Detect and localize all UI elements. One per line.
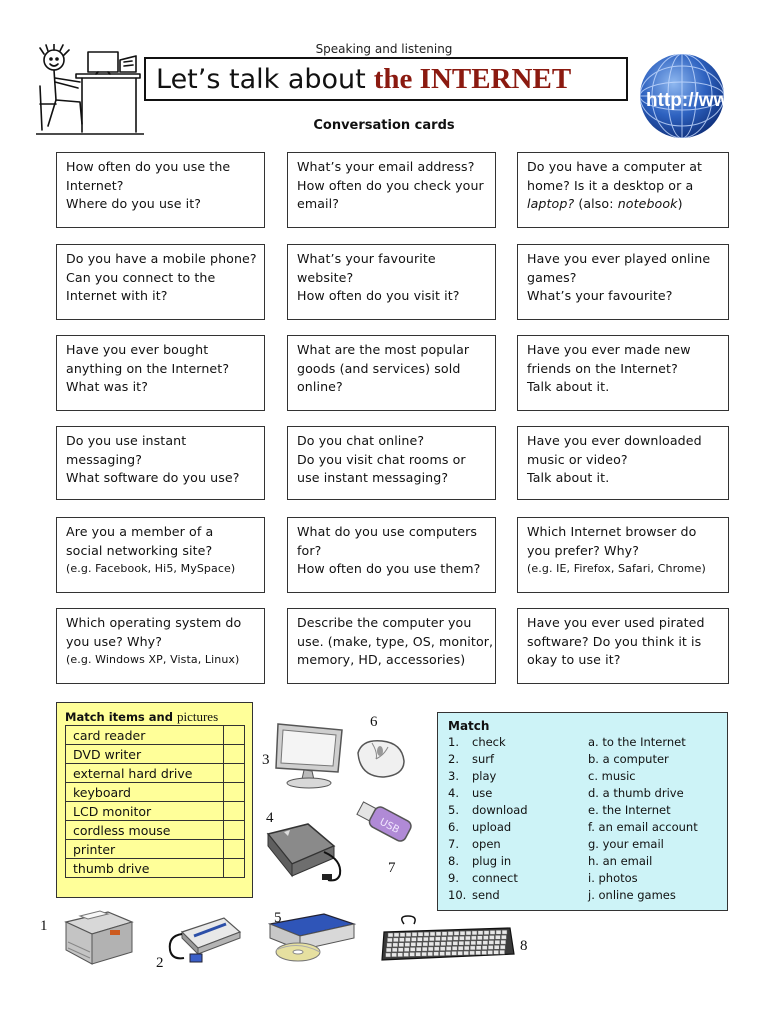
conversation-card <box>56 426 265 500</box>
match-row <box>448 735 723 752</box>
keyboard-key <box>386 953 391 957</box>
match-row-verb: use <box>472 786 493 800</box>
card-line: music or video? <box>527 451 628 467</box>
match-item-label: cordless mouse <box>66 821 224 840</box>
conversation-card <box>287 244 496 320</box>
page-subtitle: Speaking and listening <box>315 42 453 56</box>
keyboard-key <box>430 932 435 936</box>
card-line: you use? Why? <box>66 633 162 649</box>
match-row-n: 8. <box>448 854 459 868</box>
card-line: for? <box>297 542 322 558</box>
card-line: Describe the computer you <box>297 615 472 630</box>
match-row-ans: b. a computer <box>588 752 669 766</box>
keyboard-key <box>393 943 398 947</box>
keyboard-key <box>441 942 446 946</box>
keyboard-key <box>398 948 403 952</box>
card-reader-picture <box>164 910 244 970</box>
keyboard-key <box>428 947 433 951</box>
keyboard-key <box>446 947 451 951</box>
keyboard-key <box>459 936 464 940</box>
keyboard-key <box>454 931 459 935</box>
keyboard-key <box>501 935 506 939</box>
keyboard-key <box>386 948 391 952</box>
picture-number-3: 3 <box>262 752 270 768</box>
usb-label: USB <box>377 816 401 837</box>
match-item-label: printer <box>66 840 224 859</box>
keyboard-key <box>500 945 505 949</box>
match-item-row <box>66 745 245 764</box>
keyboard-key <box>424 932 429 936</box>
keyboard-key <box>495 940 500 944</box>
card-line: Where do you use it? <box>66 196 202 211</box>
match-row-verb: connect <box>472 871 518 885</box>
match-item-label: DVD writer <box>66 745 224 764</box>
keyboard-key <box>470 951 475 955</box>
keyboard-key <box>477 936 482 940</box>
picture-number-6: 6 <box>370 714 378 730</box>
card-line: Talk about it. <box>527 470 610 485</box>
card-line: What was it? <box>66 379 148 394</box>
card-line: Have you ever downloaded <box>527 433 702 448</box>
picture-number-4: 4 <box>266 810 274 826</box>
keyboard-key <box>452 951 457 955</box>
match-row-ans: d. a thumb drive <box>588 786 684 800</box>
card-line: Internet? <box>66 177 124 193</box>
picture-number-2: 2 <box>156 955 164 971</box>
keyboard-key <box>482 946 487 950</box>
card-line: Have you ever used pirated <box>527 615 705 630</box>
match-row <box>448 854 723 871</box>
picture-number-7: 7 <box>388 860 396 876</box>
card-line: Can you connect to the <box>66 269 216 285</box>
keyboard-key <box>417 942 422 946</box>
match-row <box>448 837 723 854</box>
keyboard-key <box>416 947 421 951</box>
keyboard-key <box>429 942 434 946</box>
match-row-verb: play <box>472 769 497 783</box>
match-row-verb: upload <box>472 820 512 834</box>
keyboard-key <box>404 953 409 957</box>
keyboard-key <box>429 937 434 941</box>
card-line: Have you ever played online <box>527 251 711 266</box>
thumb-drive-picture <box>352 800 416 846</box>
keyboard-key <box>494 945 499 949</box>
keyboard-key <box>472 931 477 935</box>
match-row-verb: open <box>472 837 501 851</box>
conversation-card <box>287 152 496 228</box>
keyboard-key <box>465 941 470 945</box>
match-row-n: 9. <box>448 871 459 885</box>
keyboard-key <box>478 931 483 935</box>
keyboard-key <box>435 937 440 941</box>
match-item-row <box>66 726 245 745</box>
match-item-row <box>66 783 245 802</box>
cordless-mouse-picture <box>352 735 410 781</box>
match-row-ans: a. to the Internet <box>588 735 686 749</box>
match-item-row <box>66 821 245 840</box>
keyboard-key <box>466 931 471 935</box>
picture-number-1: 1 <box>40 918 48 934</box>
match-row-n: 7. <box>448 837 459 851</box>
card-line: Are you a member of a <box>66 524 214 539</box>
conversation-card <box>517 152 729 228</box>
match-row-n: 2. <box>448 752 459 766</box>
match-row-verb: download <box>472 803 528 817</box>
keyboard-key <box>453 941 458 945</box>
keyboard-key <box>500 950 505 954</box>
picture-number-8: 8 <box>520 938 528 954</box>
card-line: Do you have a mobile phone? <box>66 251 257 266</box>
keyboard-key <box>483 941 488 945</box>
match-row-ans: h. an email <box>588 854 653 868</box>
card-line: What are the most popular <box>297 342 470 357</box>
card-line: home? Is it a desktop or a <box>527 177 694 193</box>
match-item-answer-box[interactable] <box>224 745 245 764</box>
keyboard-key <box>417 937 422 941</box>
card-line: games? <box>527 269 577 285</box>
match-item-label: keyboard <box>66 783 224 802</box>
keyboard-key <box>453 936 458 940</box>
external-hard-drive-picture <box>262 820 352 884</box>
card-line: Do you have a computer at <box>527 159 703 174</box>
match-item-row <box>66 859 245 878</box>
match-row-ans: j. online games <box>588 888 676 902</box>
match-item-answer-box[interactable] <box>224 764 245 783</box>
card-line-italic: laptop? (also: notebook) <box>527 196 683 211</box>
card-line: Have you ever made new <box>527 342 691 357</box>
keyboard-key <box>404 948 409 952</box>
match-item-label: thumb drive <box>66 859 224 878</box>
keyboard-key <box>388 933 393 937</box>
conversation-card <box>517 335 729 411</box>
card-line: Talk about it. <box>527 379 610 394</box>
card-line: software? Do you think it is <box>527 633 702 649</box>
match-item-answer-box[interactable] <box>224 802 245 821</box>
keyboard-key <box>459 941 464 945</box>
title-part-2: the INTERNET <box>373 62 572 95</box>
conversation-card <box>287 335 496 411</box>
card-line: What’s your favourite <box>297 251 436 266</box>
keyboard-key <box>458 946 463 950</box>
keyboard-key <box>405 943 410 947</box>
keyboard-key <box>464 951 469 955</box>
card-line: What’s your favourite? <box>527 288 673 303</box>
match-row-verb: surf <box>472 752 495 766</box>
keyboard-key <box>471 941 476 945</box>
conversation-card <box>517 608 729 684</box>
keyboard-key <box>447 942 452 946</box>
keyboard-key <box>387 943 392 947</box>
match-row <box>448 786 723 803</box>
keyboard-key <box>412 932 417 936</box>
keyboard-key <box>460 931 465 935</box>
keyboard-key <box>406 933 411 937</box>
match-row-ans: i. photos <box>588 871 638 885</box>
card-example: (e.g. Windows XP, Vista, Linux) <box>66 653 240 666</box>
card-line: What’s your email address? <box>297 159 475 174</box>
match-item-row <box>66 840 245 859</box>
conversation-card <box>56 608 265 684</box>
keyboard-key <box>399 943 404 947</box>
keyboard-key <box>447 937 452 941</box>
lcd-monitor-picture <box>272 720 350 792</box>
card-example: (e.g. Facebook, Hi5, MySpace) <box>66 562 236 575</box>
match-row-verb: check <box>472 735 506 749</box>
keyboard-key <box>422 952 427 956</box>
card-line: friends on the Internet? <box>527 360 678 376</box>
card-line: use. (make, type, OS, monitor, <box>297 633 494 649</box>
card-line: use instant messaging? <box>297 470 449 485</box>
keyboard-key <box>392 953 397 957</box>
keyboard-key <box>496 930 501 934</box>
match-items-heading: Match items and pictures <box>65 709 219 724</box>
keyboard-key <box>422 947 427 951</box>
keyboard-key <box>416 952 421 956</box>
keyboard-key <box>405 938 410 942</box>
keyboard-key <box>398 953 403 957</box>
match-items-box <box>56 702 253 898</box>
card-example: (e.g. IE, Firefox, Safari, Chrome) <box>527 562 706 575</box>
match-item-answer-box[interactable] <box>224 859 245 878</box>
keyboard-key <box>488 945 493 949</box>
match-item-row <box>66 802 245 821</box>
match-item-answer-box[interactable] <box>224 726 245 745</box>
keyboard-key <box>484 931 489 935</box>
match-item-answer-box[interactable] <box>224 821 245 840</box>
keyboard-key <box>489 940 494 944</box>
title-part-1: Let’s talk about <box>156 63 366 95</box>
keyboard-key <box>483 936 488 940</box>
card-line: What software do you use? <box>66 470 240 485</box>
keyboard-key <box>441 937 446 941</box>
match-row-ans: e. the Internet <box>588 803 671 817</box>
keyboard-key <box>477 941 482 945</box>
card-line: Do you visit chat rooms or <box>297 451 466 467</box>
match-row-n: 5. <box>448 803 459 817</box>
conversation-card <box>56 335 265 411</box>
keyboard-key <box>410 947 415 951</box>
card-line: email? <box>297 196 340 211</box>
card-line: website? <box>297 269 354 285</box>
conversation-card <box>517 517 729 593</box>
printer-picture <box>56 904 138 968</box>
keyboard-key <box>452 946 457 950</box>
picture-number-5: 5 <box>274 910 282 926</box>
keyboard-key <box>442 932 447 936</box>
match-row-ans: f. an email account <box>588 820 698 834</box>
keyboard-key <box>489 935 494 939</box>
keyboard-key <box>418 932 423 936</box>
keyboard-key <box>411 937 416 941</box>
match-row-ans: c. music <box>588 769 636 783</box>
keyboard-key <box>464 946 469 950</box>
match-heading: Match <box>448 719 490 733</box>
match-row <box>448 820 723 837</box>
match-items-table <box>65 725 245 878</box>
keyboard-key <box>400 933 405 937</box>
keyboard-key <box>494 950 499 954</box>
conversation-cards-title: Conversation cards <box>313 118 455 133</box>
match-item-label: external hard drive <box>66 764 224 783</box>
match-row-verb: plug in <box>472 854 512 868</box>
keyboard-key <box>435 942 440 946</box>
keyboard-key <box>495 935 500 939</box>
card-line: Do you chat online? <box>297 433 425 448</box>
conversation-card <box>287 608 496 684</box>
keyboard-key <box>410 952 415 956</box>
card-line: How often do you visit it? <box>297 288 460 303</box>
card-line: online? <box>297 379 343 394</box>
match-row-n: 6. <box>448 820 459 834</box>
conversation-card <box>56 517 265 593</box>
match-row <box>448 888 723 905</box>
match-row-ans: g. your email <box>588 837 664 851</box>
card-line: How often do you use the <box>66 159 231 174</box>
card-line: you prefer? Why? <box>527 542 640 558</box>
card-line: Internet with it? <box>66 288 168 303</box>
card-line: okay to use it? <box>527 652 621 667</box>
keyboard-key <box>471 936 476 940</box>
card-line: What do you use computers <box>297 524 478 539</box>
match-row-n: 1. <box>448 735 459 749</box>
card-line: goods (and services) sold <box>297 360 461 376</box>
conversation-card <box>287 517 496 593</box>
match-row-n: 3. <box>448 769 459 783</box>
card-line: anything on the Internet? <box>66 360 230 376</box>
keyboard-key <box>501 940 506 944</box>
match-box <box>437 712 728 911</box>
match-row <box>448 752 723 769</box>
match-row <box>448 769 723 786</box>
globe-text: http://ww <box>646 90 729 111</box>
keyboard-key <box>423 942 428 946</box>
match-row <box>448 871 723 888</box>
keyboard-key <box>440 947 445 951</box>
keyboard-key <box>488 950 493 954</box>
match-row <box>448 803 723 820</box>
keyboard-key <box>387 938 392 942</box>
keyboard-key <box>411 942 416 946</box>
keyboard-key <box>502 930 507 934</box>
conversation-card <box>56 244 265 320</box>
keyboard-key <box>482 951 487 955</box>
keyboard-key <box>434 947 439 951</box>
conversation-card <box>287 426 496 500</box>
conversation-card <box>56 152 265 228</box>
keyboard-key <box>434 952 439 956</box>
conversation-card <box>517 426 729 500</box>
match-item-label: LCD monitor <box>66 802 224 821</box>
keyboard-key <box>440 952 445 956</box>
keyboard-key <box>446 952 451 956</box>
card-line: Which Internet browser do <box>527 524 697 539</box>
keyboard-key <box>465 936 470 940</box>
match-item-label: card reader <box>66 726 224 745</box>
match-row-n: 10. <box>448 888 467 902</box>
match-item-row <box>66 764 245 783</box>
card-line: Which operating system do <box>66 615 242 630</box>
keyboard-key <box>458 951 463 955</box>
keyboard-key <box>436 932 441 936</box>
match-item-answer-box[interactable] <box>224 840 245 859</box>
keyboard-key <box>490 930 495 934</box>
card-line: Have you ever bought <box>66 342 209 357</box>
match-row-verb: send <box>472 888 500 902</box>
card-line: messaging? <box>66 451 143 467</box>
card-line: social networking site? <box>66 542 213 558</box>
match-row-n: 4. <box>448 786 459 800</box>
keyboard-key <box>470 946 475 950</box>
match-item-answer-box[interactable] <box>224 783 245 802</box>
keyboard-key <box>394 933 399 937</box>
card-line: How often do you use them? <box>297 561 481 576</box>
keyboard-key <box>399 938 404 942</box>
keyboard-key <box>476 946 481 950</box>
card-line: How often do you check your <box>297 177 484 193</box>
page-title <box>144 57 628 101</box>
keyboard-key <box>428 952 433 956</box>
card-line: Do you use instant <box>66 433 187 448</box>
conversation-card <box>517 244 729 320</box>
keyboard-key <box>392 948 397 952</box>
keyboard-key <box>448 932 453 936</box>
card-line: memory, HD, accessories) <box>297 652 466 667</box>
keyboard-key <box>393 938 398 942</box>
keyboard-key <box>476 951 481 955</box>
keyboard-key <box>423 937 428 941</box>
keyboard-picture <box>378 914 518 966</box>
